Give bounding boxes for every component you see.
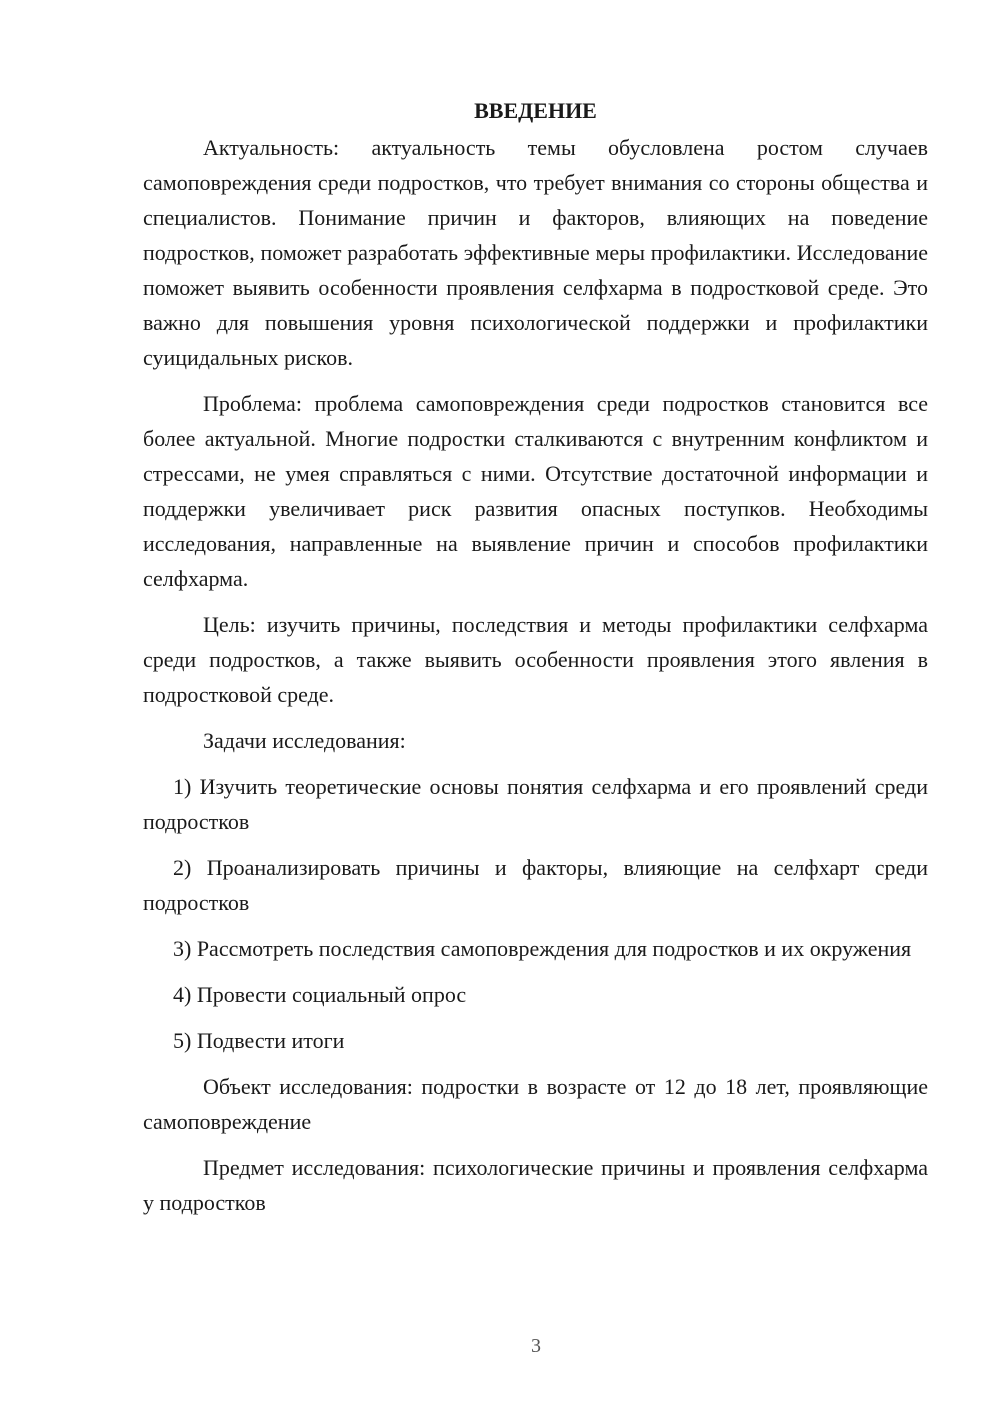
list-item: 5) Подвести итоги [173, 1028, 345, 1053]
paragraph-goal: Цель: изучить причины, последствия и методы профилактики селфхарма среди подростков, а также выявить особенности проявления этого явления в подростковой среде. [143, 612, 928, 707]
page-content [143, 93, 928, 1231]
paragraph-subject: Предмет исследования: психологические причины и проявления селфхарма у подростков [143, 1155, 928, 1215]
list-item: 1) Изучить теоретические основы понятия селфхарма и его проявлений среди подростков [143, 774, 928, 834]
tasks-heading: Задачи исследования: [203, 728, 406, 753]
paragraph-object: Объект исследования: подростки в возрасте от 12 до 18 лет, проявляющие самоповреждение [143, 1074, 928, 1134]
list-item: 4) Провести социальный опрос [173, 982, 467, 1007]
list-item: 2) Проанализировать причины и факторы, влияющие на селфхарт среди подростков [143, 855, 928, 915]
list-item: 3) Рассмотреть последствия самоповреждения для подростков и их окружения [173, 936, 912, 961]
section-title: ВВЕДЕНИЕ [474, 98, 597, 123]
paragraph-relevance: Актуальность: актуальность темы обусловлена ростом случаев самоповреждения среди подростков, что требует внимания со стороны общества и специалистов. Понимание причин и факторов, влияющих на поведение подростков, поможет разработать эффективные меры профилактики. Исследование поможет выявить особенности проявления селфхарма в подростковой среде. Это важно для повышения уровня психологической поддержки и профилактики суицидальных рисков. [143, 135, 928, 370]
tasks-list [143, 769, 928, 1058]
page-number: 3 [531, 1335, 541, 1357]
paragraph-problem: Проблема: проблема самоповреждения среди подростков становится все более актуальной. Многие подростки сталкиваются с внутренним конфликтом и стрессами, не умея справляться с ними. Отсутствие достаточной информации и поддержки увеличивает риск развития опасных поступков. Необходимы исследования, направленные на выявление причин и способов профилактики селфхарма. [143, 391, 928, 591]
